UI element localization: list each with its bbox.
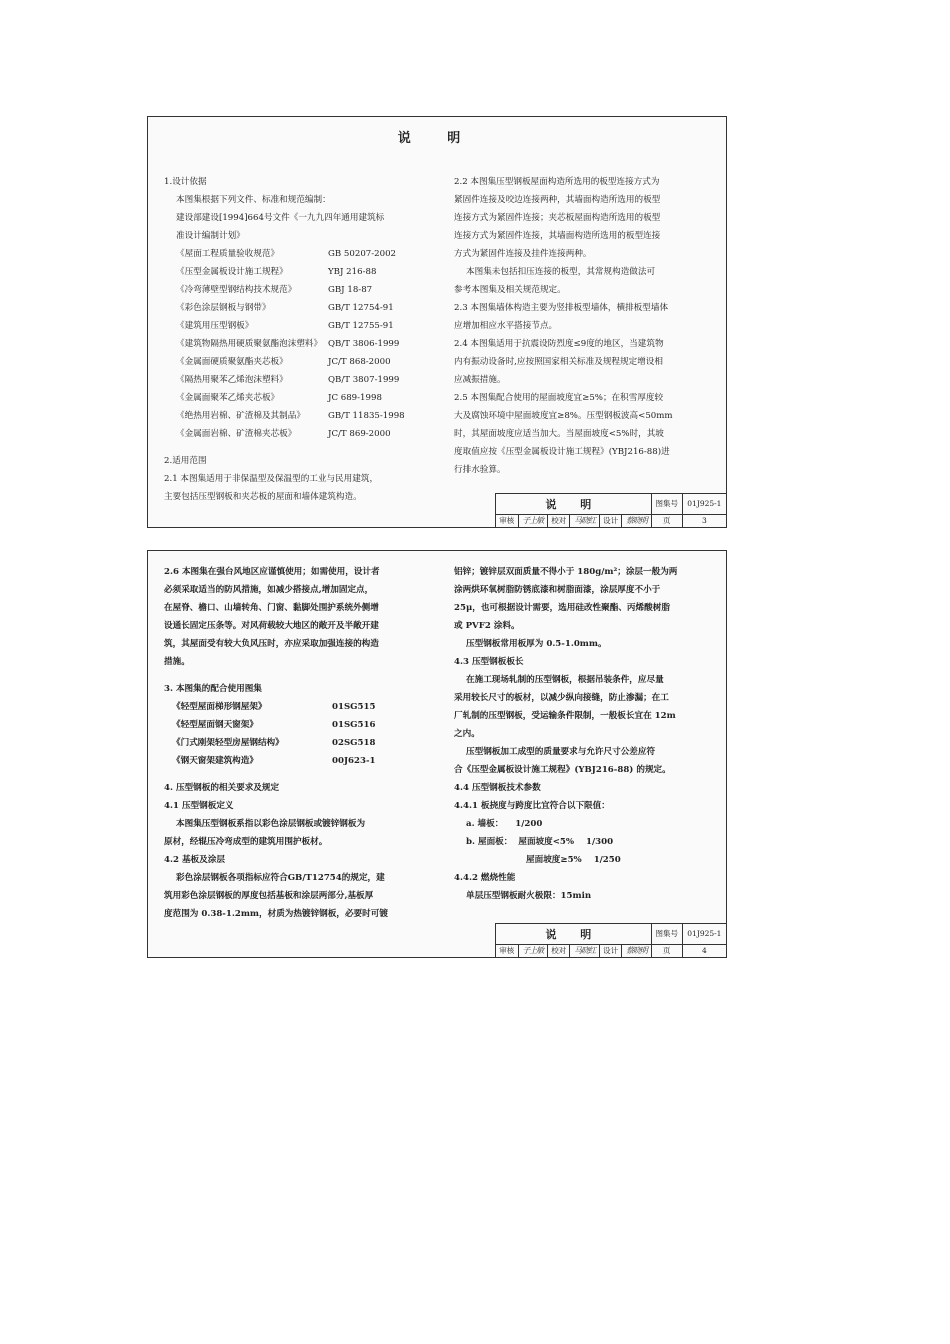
designer-signature: 蔡晓明 xyxy=(626,946,648,956)
text-line: 大及腐蚀环境中屋面坡度宜≥8%。压型钢板波高<50mm xyxy=(454,411,673,421)
text-line: 2.6 本图集在强台风地区应谨慎使用；如需使用，设计者 xyxy=(164,567,380,577)
text-line: b. 屋面板： 屋面坡度<5% 1/300 xyxy=(466,837,614,847)
atlas-reference-code: 01SG516 xyxy=(332,720,376,730)
reference-code: JC 689-1998 xyxy=(328,393,382,403)
title-block xyxy=(495,493,727,528)
subsection-heading: 4.4.2 燃烧性能 xyxy=(454,873,516,883)
atlas-reference-list xyxy=(164,698,440,770)
text-line: 合《压型金属板设计施工规程》(YBJ216-88) 的规定。 xyxy=(454,765,671,775)
section-heading: 1.设计依据 xyxy=(164,177,207,187)
reference-item xyxy=(164,407,440,425)
text-line: 在屋脊、檐口、山墙转角、门窗、黏脚处围护系统外侧增 xyxy=(164,603,379,613)
text-line: 采用较长尺寸的板材，以减少纵向接缝，防止渗漏；在工 xyxy=(454,693,669,703)
text-line: 必须采取适当的防风措施，如减少搭接点,增加固定点， xyxy=(164,585,374,595)
reference-list xyxy=(164,245,440,443)
text-line: 单层压型钢板耐火极限：15min xyxy=(466,891,592,901)
reviewer-label: 审核 xyxy=(496,944,519,957)
text-line: 2.2 本图集压型钢板屋面构造所选用的板型连接方式为 xyxy=(454,177,660,187)
text-line: 本图集未包括扣压连接的板型，其常规构造做法可 xyxy=(466,267,656,277)
checker-label: 校对 xyxy=(547,944,570,957)
section-heading: 2.适用范围 xyxy=(164,456,207,466)
text-line: 压型钢板常用板厚为 0.5-1.0mm。 xyxy=(466,639,607,649)
reference-item xyxy=(164,353,440,371)
text-line: 2.4 本图集适用于抗震设防烈度≤9度的地区，当建筑物 xyxy=(454,339,664,349)
text-line: 建设部建设[1994]664号文件《一九九四年通用建筑标 xyxy=(176,213,385,223)
atlas-reference-code: 00J623-1 xyxy=(332,756,376,766)
text-line: 或 PVF2 涂料。 xyxy=(454,621,520,631)
atlas-reference-name: 《轻型屋面梯形钢屋架》 xyxy=(172,702,267,712)
reference-name: 《彩色涂层钢板与钢带》 xyxy=(176,303,271,313)
text-line: a. 墙板： 1/200 xyxy=(466,819,543,829)
atlas-reference-code: 02SG518 xyxy=(332,738,376,748)
reviewer-signature: 子上敏 xyxy=(522,946,544,956)
reference-name: 《金属面聚苯乙烯夹芯板》 xyxy=(176,393,280,403)
reference-name: 《冷弯薄壁型钢结构技术规范》 xyxy=(176,285,297,295)
atlas-reference-item xyxy=(164,698,440,716)
reference-code: GB/T 12755-91 xyxy=(328,321,394,331)
text-line: 2.1 本图集适用于非保温型及保温型的工业与民用建筑， xyxy=(164,474,379,484)
text-line: 屋面坡度≥5% 1/250 xyxy=(526,855,621,865)
text-line: 2.3 本图集墙体构造主要为竖排板型墙体，横排板型墙体 xyxy=(454,303,669,313)
text-line: 彩色涂层钢板各项指标应符合GB/T12754的规定，建 xyxy=(176,873,385,883)
subsection-heading: 4.4 压型钢板技术参数 xyxy=(454,783,541,793)
atlas-reference-name: 《轻型屋面钢天窗架》 xyxy=(172,720,258,730)
page-number: 4 xyxy=(682,944,726,957)
text-line: 参考本图集及相关规范规定。 xyxy=(454,285,566,295)
reference-name: 《建筑物隔热用硬质聚氨酯泡沫塑料》 xyxy=(176,339,323,349)
text-line: 时，其屋面坡度应适当加大。当屋面坡度<5%时，其坡 xyxy=(454,429,664,439)
left-column xyxy=(164,563,440,923)
text-line: 紧固件连接及咬边连接两种，其墙面构造所选用的板型 xyxy=(454,195,661,205)
checker-label: 校对 xyxy=(547,514,570,527)
reviewer-signature: 子上敏 xyxy=(522,516,544,526)
text-line: 筑，其屋面受有较大负风压时，亦应采取加强连接的构造 xyxy=(164,639,379,649)
reference-code: JC/T 869-2000 xyxy=(328,429,391,439)
reference-code: GB/T 11835-1998 xyxy=(328,411,405,421)
reference-item xyxy=(164,389,440,407)
text-line: 25μ，也可根据设计需要，选用硅改性聚酯、丙烯酸树脂 xyxy=(454,603,670,613)
text-line: 厂轧制的压型钢板，受运输条件限制，一般板长宜在 12m xyxy=(454,711,676,721)
text-line: 压型钢板加工成型的质量要求与允许尺寸公差应符 xyxy=(466,747,656,757)
reference-name: 《隔热用聚苯乙烯泡沫塑料》 xyxy=(176,375,288,385)
reference-name: 《建筑用压型钢板》 xyxy=(176,321,254,331)
text-line: 应增加相应水平搭接节点。 xyxy=(454,321,558,331)
reference-code: QB/T 3806-1999 xyxy=(328,339,400,349)
atlas-label: 图集号 xyxy=(651,924,682,945)
text-line: 4.4.1 板挠度与跨度比宜符合以下限值： xyxy=(454,801,610,811)
text-line: 内有振动设备时,应按照国家相关标准及规程规定增设相 xyxy=(454,357,663,367)
text-line: 行排水验算。 xyxy=(454,465,506,475)
subsection-heading: 4.1 压型钢板定义 xyxy=(164,801,234,811)
reference-item xyxy=(164,317,440,335)
reference-code: QB/T 3807-1999 xyxy=(328,375,400,385)
reference-name: 《压型金属板设计施工规程》 xyxy=(176,267,288,277)
text-line: 连接方式为紧固件连接；夹芯板屋面构造所选用的板型 xyxy=(454,213,661,223)
reference-code: GB 50207-2002 xyxy=(328,249,397,259)
reference-name: 《金属面岩棉、矿渣棉夹芯板》 xyxy=(176,429,297,439)
reference-item xyxy=(164,263,440,281)
section-heading: 3. 本图集的配合使用图集 xyxy=(164,684,262,694)
text-line: 措施。 xyxy=(164,657,190,667)
checker-signature: 马晓红 xyxy=(574,946,596,956)
reference-item xyxy=(164,281,440,299)
sheet-page-4 xyxy=(147,550,727,958)
text-line: 本图集根据下列文件、标准和规范编制： xyxy=(176,195,331,205)
reference-item xyxy=(164,245,440,263)
atlas-reference-code: 01SG515 xyxy=(332,702,376,712)
reference-item xyxy=(164,299,440,317)
text-line: 涂两烘环氧树脂防锈底漆和树脂面漆，涂层厚度不小于 xyxy=(454,585,661,595)
reference-item xyxy=(164,371,440,389)
atlas-reference-item xyxy=(164,734,440,752)
text-line: 筑用彩色涂层钢板的厚度包括基板和涂层两部分,基板厚 xyxy=(164,891,374,901)
checker-signature: 马晓红 xyxy=(574,516,596,526)
atlas-reference-item xyxy=(164,752,440,770)
text-line: 主要包括压型钢板和夹芯板的屋面和墙体建筑构造。 xyxy=(164,492,362,502)
text-line: 铝锌；镀锌层双面质量不得小于 180g/m²；涂层一般为两 xyxy=(454,567,678,577)
text-line: 方式为紧固件连接及挂件连接两种。 xyxy=(454,249,592,259)
designer-label: 设计 xyxy=(599,944,622,957)
title-block-title: 说 明 xyxy=(496,924,652,945)
reference-code: GB/T 12754-91 xyxy=(328,303,394,313)
reference-item xyxy=(164,335,440,353)
reference-code: JC/T 868-2000 xyxy=(328,357,391,367)
section-heading: 4. 压型钢板的相关要求及规定 xyxy=(164,783,280,793)
sheet-page-3 xyxy=(147,116,727,528)
designer-signature: 蔡晓明 xyxy=(626,516,648,526)
subsection-heading: 4.2 基板及涂层 xyxy=(164,855,225,865)
reference-name: 《金属面硬质聚氨酯夹芯板》 xyxy=(176,357,288,367)
reference-item xyxy=(164,425,440,443)
atlas-number: 01J925-1 xyxy=(682,494,726,515)
reference-name: 《绝热用岩棉、矿渣棉及其制品》 xyxy=(176,411,305,421)
text-line: 2.5 本图集配合使用的屋面坡度宜≥5%；在积雪厚度较 xyxy=(454,393,664,403)
text-line: 本图集压型钢板系指以彩色涂层钢板或镀锌钢板为 xyxy=(176,819,366,829)
text-line: 准设计编制计划》 xyxy=(176,231,245,241)
atlas-label: 图集号 xyxy=(651,494,682,515)
page-number: 3 xyxy=(682,514,726,527)
reference-code: YBJ 216-88 xyxy=(328,267,377,277)
reference-code: GBJ 18-87 xyxy=(328,285,373,295)
text-line: 度取值应按《压型金属板设计施工规程》(YBJ216-88)进 xyxy=(454,447,670,457)
atlas-reference-name: 《钢天窗架建筑构造》 xyxy=(172,756,258,766)
text-line: 之内。 xyxy=(454,729,480,739)
title-block-title: 说 明 xyxy=(496,494,652,515)
atlas-number: 01J925-1 xyxy=(682,924,726,945)
text-line: 度范围为 0.38-1.2mm，材质为热镀锌钢板，必要时可镀 xyxy=(164,909,388,919)
text-line: 原材，经辊压冷弯成型的建筑用围护板材。 xyxy=(164,837,328,847)
right-column xyxy=(454,173,716,479)
subsection-heading: 4.3 压型钢板板长 xyxy=(454,657,524,667)
reviewer-label: 审核 xyxy=(496,514,519,527)
sheet-title: 说 明 xyxy=(397,131,477,146)
page-label: 页 xyxy=(651,514,682,527)
left-column xyxy=(164,173,440,506)
text-line: 在施工现场轧制的压型钢板，根据吊装条件，应尽量 xyxy=(466,675,664,685)
atlas-reference-name: 《门式刚架轻型房屋钢结构》 xyxy=(172,738,284,748)
designer-label: 设计 xyxy=(599,514,622,527)
text-line: 连接方式为紧固件连接，其墙面构造所选用的板型连接 xyxy=(454,231,661,241)
right-column xyxy=(454,563,716,905)
reference-name: 《屋面工程质量验收规范》 xyxy=(176,249,280,259)
text-line: 应减振措施。 xyxy=(454,375,506,385)
text-line: 设通长固定压条等。对风荷载较大地区的敞开及半敞开建 xyxy=(164,621,379,631)
atlas-reference-item xyxy=(164,716,440,734)
page-label: 页 xyxy=(651,944,682,957)
title-block xyxy=(495,923,727,958)
